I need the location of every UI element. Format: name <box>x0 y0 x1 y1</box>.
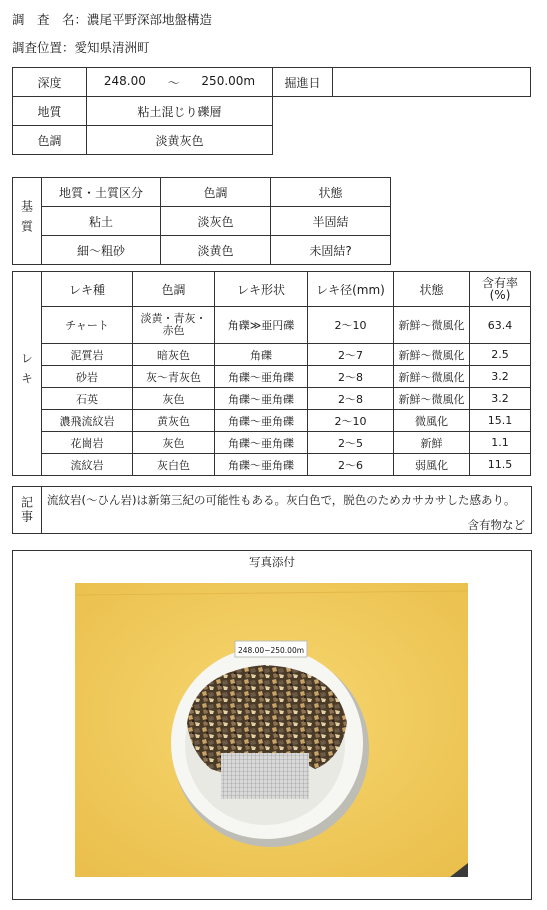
gravel-cell: 流紋岩 <box>42 454 133 476</box>
gravel-cell: 2〜8 <box>308 366 394 388</box>
gravel-cell: 花崗岩 <box>42 432 133 454</box>
depth-value <box>87 68 273 97</box>
matrix-cell: 粘土 <box>42 207 161 236</box>
gravel-row <box>13 344 531 366</box>
gravel-cell: 角礫〜亜角礫 <box>215 410 308 432</box>
notes-label: 記事 <box>19 496 34 524</box>
matrix-header-state: 状態 <box>271 178 391 207</box>
gravel-cell: 2〜10 <box>308 410 394 432</box>
gravel-cell: 3.2 <box>470 366 531 388</box>
gravel-cell: 濃飛流紋岩 <box>42 410 133 432</box>
gravel-cell: 2〜8 <box>308 388 394 410</box>
gravel-cell: 63.4 <box>470 307 531 344</box>
gravel-cell: 灰色 <box>133 432 215 454</box>
survey-location: 調査位置：愛知県清洲町 <box>12 40 150 55</box>
gravel-header-size: レキ径(mm) <box>308 272 394 307</box>
gravel-cell: 砂岩 <box>42 366 133 388</box>
gravel-cell: 新鮮〜微風化 <box>394 388 470 410</box>
depth-label: 深度 <box>13 68 87 97</box>
gravel-cell: 角礫〜亜角礫 <box>215 432 308 454</box>
depth-to: 250.00m <box>201 73 256 88</box>
gravel-cell: 暗灰色 <box>133 344 215 366</box>
gravel-row <box>13 432 531 454</box>
matrix-row <box>13 207 391 236</box>
gravel-row <box>13 410 531 432</box>
gravel-cell: 弱風化 <box>394 454 470 476</box>
gravel-cell: 灰色 <box>133 388 215 410</box>
gravel-cell: 灰〜青灰色 <box>133 366 215 388</box>
depth-from: 248.00 <box>103 73 146 88</box>
matrix-cell: 未固結? <box>271 236 391 265</box>
date-label: 掘進日 <box>273 68 333 97</box>
gravel-cell: 新鮮〜微風化 <box>394 344 470 366</box>
gravel-cell: 角礫〜亜角礫 <box>215 454 308 476</box>
gravel-cell: 新鮮〜微風化 <box>394 366 470 388</box>
notes-box <box>12 486 532 534</box>
matrix-table <box>12 177 391 265</box>
gravel-side-label: レキ <box>19 352 34 392</box>
gravel-cell: 角礫 <box>215 344 308 366</box>
gravel-cell: 新鮮 <box>394 432 470 454</box>
gravel-cell: 角礫≫亜円礫 <box>215 307 308 344</box>
gravel-header-type: レキ種 <box>42 272 133 307</box>
gravel-header-state: 状態 <box>394 272 470 307</box>
matrix-header-class: 地質・土質区分 <box>42 178 161 207</box>
date-value <box>333 68 531 97</box>
gravel-cell: 11.5 <box>470 454 531 476</box>
matrix-side-label: 基質 <box>19 199 34 240</box>
gravel-cell: 灰白色 <box>133 454 215 476</box>
summary-table <box>12 67 531 155</box>
gravel-cell: 石英 <box>42 388 133 410</box>
gravel-row <box>13 366 531 388</box>
gravel-cell: 2〜5 <box>308 432 394 454</box>
color-value: 淡黄灰色 <box>87 126 273 155</box>
gravel-header-ratio: 含有率 (%) <box>470 272 531 307</box>
matrix-cell: 淡灰色 <box>161 207 271 236</box>
gravel-row <box>13 388 531 410</box>
gravel-header-color: 色調 <box>133 272 215 307</box>
gravel-cell: 2〜6 <box>308 454 394 476</box>
gravel-row <box>13 454 531 476</box>
matrix-cell: 淡黄色 <box>161 236 271 265</box>
depth-sep: 〜 <box>167 75 180 90</box>
photo-card-label: 248.00−250.00m <box>237 646 305 655</box>
gravel-cell: 新鮮〜微風化 <box>394 307 470 344</box>
gravel-cell: 角礫〜亜角礫 <box>215 366 308 388</box>
matrix-row <box>13 236 391 265</box>
gravel-cell: 黄灰色 <box>133 410 215 432</box>
gravel-cell: 淡黄・青灰・ 赤色 <box>133 307 215 344</box>
gravel-cell: 3.2 <box>470 388 531 410</box>
photo-title: 写真添付 <box>249 555 295 569</box>
survey-name: 調 査 名：濃尾平野深部地盤構造 <box>12 12 213 27</box>
notes-subtext: 含有物など <box>467 518 525 532</box>
gravel-header-shape: レキ形状 <box>215 272 308 307</box>
gravel-cell: 泥質岩 <box>42 344 133 366</box>
gravel-cell: 2.5 <box>470 344 531 366</box>
gravel-cell: チャート <box>42 307 133 344</box>
gravel-row <box>13 307 531 344</box>
photo-section <box>12 550 532 900</box>
notes-text: 流紋岩(〜ひん岩)は新第三紀の可能性もある。灰白色で，脱色のためカサカサした感あり。 <box>47 493 516 507</box>
gravel-cell: 角礫〜亜角礫 <box>215 388 308 410</box>
matrix-cell: 半固結 <box>271 207 391 236</box>
geology-value: 粘土混じり礫層 <box>87 97 273 126</box>
gravel-cell: 15.1 <box>470 410 531 432</box>
gravel-cell: 1.1 <box>470 432 531 454</box>
geology-label: 地質 <box>13 97 87 126</box>
color-label: 色調 <box>13 126 87 155</box>
gravel-cell: 微風化 <box>394 410 470 432</box>
matrix-header-color: 色調 <box>161 178 271 207</box>
gravel-cell: 2〜10 <box>308 307 394 344</box>
sample-photo-image <box>75 583 468 877</box>
matrix-cell: 細〜粗砂 <box>42 236 161 265</box>
sample-photo <box>75 583 468 877</box>
gravel-table <box>12 271 531 476</box>
gravel-cell: 2〜7 <box>308 344 394 366</box>
